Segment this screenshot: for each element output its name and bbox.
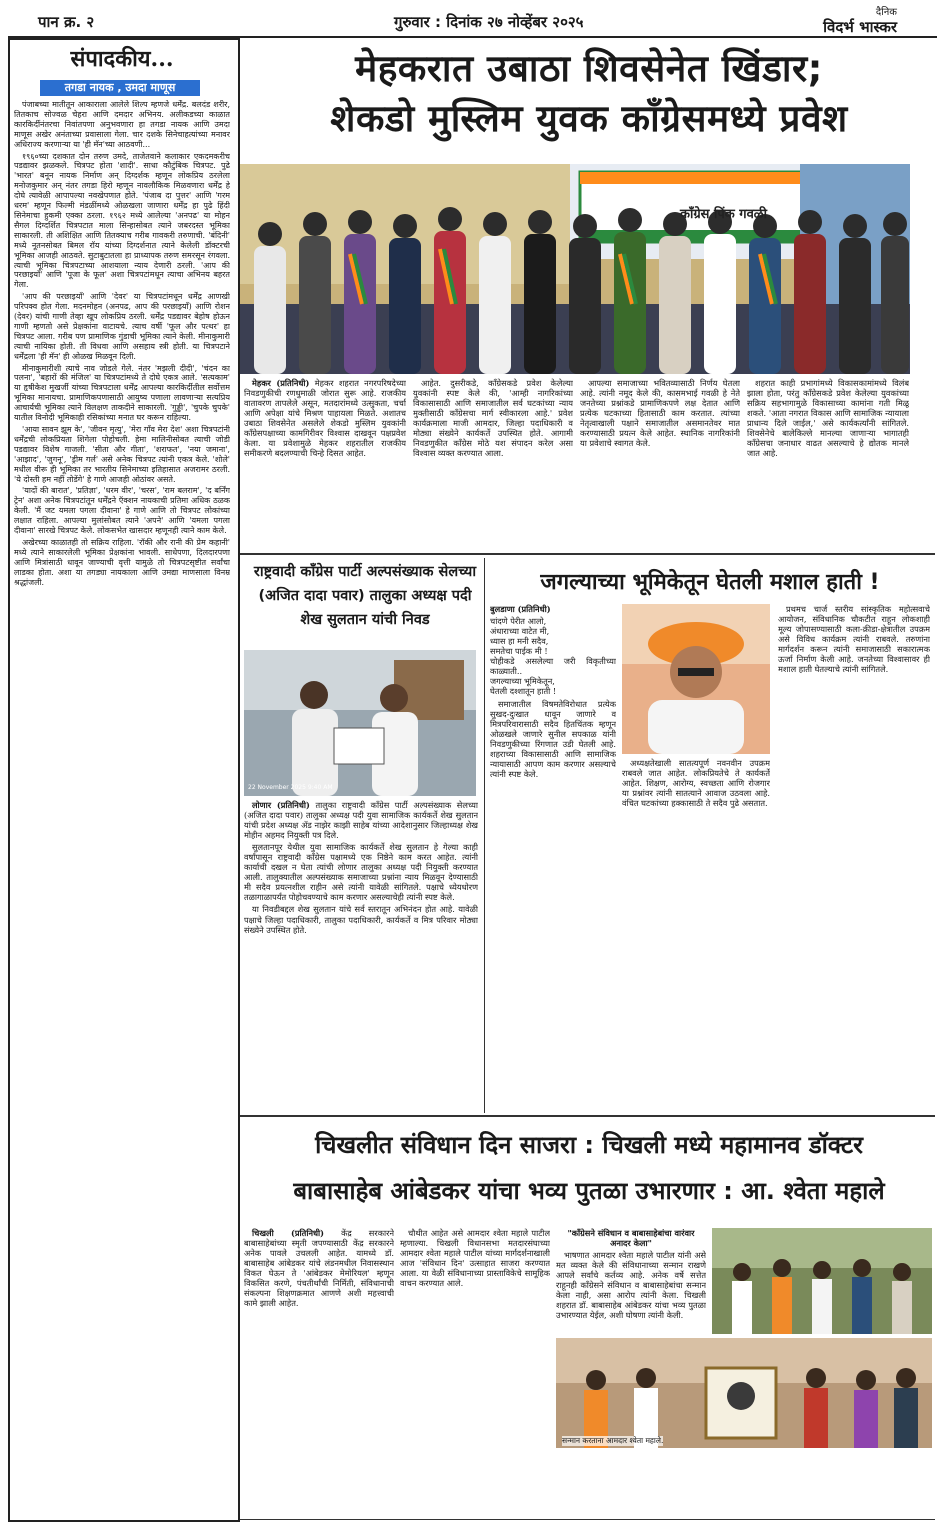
editorial-paragraph: 'आप की परछाइयाँ' आणि 'देवर' या चित्रपटांमधून धर्मेंद्र आणखी परिपक्व होत गेला. मदनमोहन (अनपढ, आप की परछाइयाँ) आणि रोशन (देवर) यांची गाणी तेव्हा खूप लोकप्रिय ठरली. धर्मेंद्र पडद्यावर बेहोष होऊन गाणी म्हणतो असे प्रेक्षकांना वाटायचे. त्याच वर्षी 'फूल और पत्थर' हा चित्रपट आला. गरीब पण प्रामाणिक गुंडाची भूमिका त्याने केली. मीनाकुमारी त्याची नायिका होती. ती विधवा आणि असहाय स्त्री होती. या चित्रपटाने धर्मेंद्रला 'ही मॅन' ही ओळख मिळवून दिली. [14, 292, 230, 361]
editorial-paragraph: पंजाबच्या मातीतून आकाराला आलेले शिल्प म्हणजे धर्मेंद्र. बलदंड शरीर, तितकाच सोज्वळ चेहरा आणि दमदार अभिनय. अलीकडच्या काळात कारकिर्दीनंतरचा निवांतपणा अनुभवणारा हा तगडा नायक आणि उमदा माणूस अखेर अनंताच्या प्रवासाला गेला. चार दशके सिनेचाहत्यांच्या मनावर अधिराज्य करणाऱ्या या 'ही मॅन'च्या आठवणी... [14, 100, 230, 149]
portrait-illustration [622, 604, 770, 754]
ncp-byline: लोणार (प्रतिनिधी) [252, 800, 310, 810]
chikhli-photo-2 [556, 1338, 932, 1448]
lead-byline: मेहकर (प्रतिनिधी) [252, 378, 310, 388]
ncp-paragraph: सुलतानपूर येथील युवा सामाजिक कार्यकर्ते शेख सुलतान हे गेल्या काही वर्षांपासून राष्ट्रवादी काँग्रेस पक्षामध्ये एक निष्ठेने काम करत आहेत. त्यांनी कार्याची दखल न घेता त्यांची लोणार तालुका अध्यक्ष पदी नियुक्ती करण्यात आली. तालुक्यातील अल्पसंख्याक समाजाच्या प्रश्नांना न्याय मिळवून देण्यासाठी मी सदैव प्रयत्नशील राहीन असे त्यांनी यावेळी सांगितले. पक्षाचे ध्येयधोरण तळागाळापर्यंत पोहोचवण्याचे काम करणार असल्याचेही त्यांनी स्पष्ट केले. [244, 842, 478, 903]
chikhli-paragraph [244, 1228, 394, 1308]
lead-photo [240, 164, 910, 374]
lead-paragraph: आहेत. दुसरीकडे, काँग्रेसकडे प्रवेश केलेल्या युवकांनी स्पष्ट केले की, 'आम्ही नागरिकांच्या विकासासाठी आणि समाजातील सर्व घटकांच्या न्याय मुक्तीसाठी काँग्रेसचा मार्ग स्वीकारला आहे.' प्रवेश कार्यक्रमाला माजी आमदार, जिल्हा पदाधिकारी व मोठ्या संख्येने कार्यकर्ते उपस्थित होते. आगामी निवडणुकीत काँग्रेस मोठे यश संपादन करेल असा विश्वास व्यक्त करण्यात आला. [413, 378, 573, 459]
chikhli-photo-1 [712, 1228, 932, 1334]
editorial-subtitle: तगडा नायक , उमदा माणूस [40, 80, 200, 96]
page-bottom-rule [240, 1519, 935, 1520]
editorial-paragraph: १९६०च्या दशकात दोन तरुण उमदे, ताजेतवाने कलाकार एकदमकरीच पडद्यावर झळकले. चित्रपट होता 'शादी'. साधा कौटुंबिक चित्रपट. पुढे 'भारत' बनून नायक निर्माण अन् दिग्दर्शक म्हणून लोकप्रिय ठरलेला मनोजकुमार अन् नंतर तगडा हिरो म्हणून नावलौकिक मिळवणारा धर्मेंद्र हे दोघे त्यावेळी आपापल्या नवखेपणात होते. 'पंजाब दा पुत्तर' आणि 'गरम धरम' म्हणून फिल्मी मंडळींमध्ये ओळखला जाणारा धर्मेंद्र हा पुढे हिंदी सिनेमाचा हुकमी एक्का ठरला. १९६२ मध्ये आलेल्या 'अनपढ' या मोहन सैगल दिग्दर्शित चित्रपटात माला सिन्हासोबत त्याने जबरदस्त भूमिका साकारली. ती अशिक्षित आणि तितक्याच गरीब गावकरी तरुणाची. 'बंदिनी' मध्ये नूतनसोबत बिमल रॉय यांच्या दिग्दर्शनात त्याने केलेली डॉक्टरची भूमिका आजही आठवते. सुटाबुटातला हा प्राध्यापक तरुण समरसून रंगवला. त्याची भूमिका चित्रपटाच्या आशयाला न्याय देणारी ठरली. 'आप की परछाइयाँ' आणि 'पूजा के फूल' अशा चित्रपटांमधून त्याचा अभिनय बहरत गेला. [14, 151, 230, 290]
lead-paragraph [244, 378, 406, 458]
ncp-headline: राष्ट्रवादी काँग्रेस पार्टी अल्पसंख्याक सेलच्या (अजित दादा पवार) तालुका अध्यक्ष पदी शेख सुलतान यांची निवड [253, 564, 477, 628]
chikhli-photo-caption: सन्मान करताना आमदार श्वेता महाले. [562, 1436, 664, 1445]
jagla-paragraph: अध्यक्षतेखाली सातत्यपूर्ण नवनवीन उपक्रम राबवले जात आहेत. लोकप्रियतेचे ते कार्यकर्ते आहेत. शिक्षण, आरोग्य, स्वच्छता आणि रोजगार या प्रश्नांवर त्यांनी सातत्याने आवाज उठवला आहे. वंचित घटकांच्या हक्कासाठी ते सदैव पुढे असतात. [622, 758, 770, 809]
felicitation-photo-illustration [556, 1338, 932, 1448]
lead-column-2 [413, 378, 573, 548]
chikhli-headline [244, 1122, 934, 1222]
jagla-column-3 [778, 604, 930, 1110]
lead-paragraph: आपल्या समाजाच्या भवितव्यासाठी निर्णय घेतला आहे. त्यांनी नमूद केले की, कासमभाई गवळी हे नेते जनतेच्या प्रश्नांकडे प्रामाणिकपणे लक्ष देतात आणि प्रत्येक घटकाच्या हितासाठी काम करतात. त्यांच्या नेतृत्वाखाली पक्षाने समाजातील असमानतेवर मात करण्यासाठी प्रयत्न केले आहेत. स्थानिक नागरिकांनी या प्रवेशाचे स्वागत केले. [580, 378, 740, 449]
jagla-headline: जगल्याच्या भूमिकेतून घेतली मशाल हाती ! [540, 570, 880, 595]
jagla-photo [622, 604, 770, 754]
chikhli-paragraph: चौथीत आहेत असे आमदार श्वेता महाले पाटील म्हणाल्या. चिखली विधानसभा मतदारसंघाच्या आमदार श्वेता महाले पाटील यांच्या मार्गदर्शनाखाली आज 'संविधान दिन' उत्साहात साजरा करण्यात आला. या वेळी संविधानाच्या प्रास्ताविकेचे सामूहिक वाचन करण्यात आले. [400, 1228, 550, 1289]
jagla-byline: बुलडाणा (प्रतिनिधी) [490, 604, 551, 614]
jagla-byline-para [490, 604, 616, 614]
lead-column-4 [747, 378, 909, 548]
chikhli-column-2 [400, 1228, 550, 1518]
chikhli-headline-line1: चिखलीत संविधान दिन साजरा : चिखली मध्ये महामानव डॉक्टर [315, 1131, 863, 1159]
masthead-title: विदर्भ भास्कर [823, 18, 897, 36]
lead-headline-line1: मेहकरात उबाठा शिवसेनेत खिंडार; [355, 47, 823, 90]
chikhli-quote: "काँग्रेसने संविधान व बाबासाहेबांचा वारंवार अनादर केला" [567, 1228, 695, 1249]
column-divider [484, 558, 485, 1113]
ncp-body [244, 800, 478, 1110]
issue-date: गुरुवार : दिनांक २७ नोव्हेंबर २०२५ [394, 13, 584, 31]
ncp-photo-caption: 22 November 2025 9:40 AM [248, 784, 333, 791]
poem-line: चोहीकडे असलेल्या जरी विकृतीच्या काळ्याती.. [490, 656, 616, 677]
poem-line: अंधाराच्या वाटेत मी, [490, 626, 550, 637]
editorial-title: संपादकीय... [70, 46, 174, 72]
masthead-prefix: दैनिक [875, 7, 897, 18]
chikhli-paragraph: भाषणात आमदार श्वेता महाले पाटील यांनी असे मत व्यक्त केले की संविधानाच्या सन्मान राखणे आपले सर्वांचे कर्तव्य आहे. अनेक वर्षे सत्तेत राहूनही काँग्रेसने संविधान व बाबासाहेबांचा सन्मान केला नाही, असा आरोप त्यांनी केला. चिखली शहरात डॉ. बाबासाहेब आंबेडकर यांचा भव्य पुतळा उभारण्यात येईल, अशी घोषणा त्यांनी केली. [556, 1250, 706, 1321]
chikhli-byline: चिखली (प्रतिनिधी) [252, 1228, 325, 1238]
poem-line: ध्यास हा मनी सदैव, [490, 636, 549, 647]
ncp-paragraph [244, 800, 478, 840]
chikhli-column-1 [244, 1228, 394, 1518]
ceremony-photo-illustration [712, 1228, 932, 1334]
poem-line: जगल्याच्या भूमिकेतून, [490, 676, 555, 687]
jagla-column-2 [622, 758, 770, 1110]
page-header [8, 6, 937, 38]
editorial-paragraph: अखेरच्या काळातही तो सक्रिय राहिला. 'रॉकी और रानी की प्रेम कहानी' मध्ये त्याने साकारलेली भूमिका प्रेक्षकांना भावली. साधेपणा, दिलदारपणा आणि मित्रांसाठी धावून जाण्याची वृत्ती यामुळे तो चित्रपटसृष्टीत सर्वांचा लाडका होता. अशा या तगड्या नायकाला आणि उमद्या माणसाला विनम्र श्रद्धांजली. [14, 537, 230, 587]
editorial-paragraph: 'आया सावन झूम के', 'जीवन मृत्यु', 'मेरा गाँव मेरा देश' अशा चित्रपटांनी धर्मेंद्रची लोकप्रियता शिगेला पोहोचली. हेमा मालिनीसोबत त्याची जोडी पडद्यावर विशेष गाजली. 'सीता और गीता', 'शराफत', 'नया जमाना', 'आझाद', 'जुगनू', 'ड्रीम गर्ल' असे अनेक चित्रपट त्यांनी एकत्र केले. 'शोले' मधील वीरू ही भूमिका तर भारतीय सिनेमाच्या इतिहासात अजरामर ठरली. 'ये दोस्ती हम नहीं तोडेंगे' हे गाणे आजही ओठांवर असते. [14, 425, 230, 484]
group-photo-illustration [240, 164, 910, 374]
ncp-photo-illustration [244, 650, 476, 796]
poem-line: समतेचा पाईक मी ! [490, 646, 548, 657]
masthead [823, 8, 897, 36]
chikhli-text: केंद्र सरकारने बाबासाहेबांच्या स्मृती जपण्यासाठी केंद्र सरकारने अनेक पावले उचलली आहेत. यामध्ये डॉ. बाबासाहेब आंबेडकर यांचे लंडनमधील निवासस्थान विकत घेऊन ते 'आंबेडकर मेमोरियल' म्हणून विकसित करणे, पंचतीर्थांची निर्मिती, संविधानाची संकल्पना शिक्षणक्रमात आणणे अशी महत्त्वाची कामे झाली आहेत. [244, 1228, 394, 1309]
jagla-paragraph: समाजातील विषमतेविरोधात प्रत्येक सुखद-दुःखात धावून जाणारे व मित्रपरिवारासाठी सदैव हितचिंतक म्हणून ओळखले जाणारे सुनील सपकाळ यांनी निवडणुकीच्या रिंगणात उडी घेतली आहे. शहराच्या विकासासाठी आणि सामाजिक न्यायासाठी आपण काम करणार असल्याचे त्यांनी स्पष्ट केले. [490, 699, 616, 780]
photo-banner-text: काँग्रेस पिंक गवळी [680, 207, 768, 222]
editorial-paragraph: 'यादों की बारात', 'प्रतिज्ञा', 'धरम वीर', 'चरस', 'राम बलराम', 'द बर्निंग ट्रेन' अशा अनेक चित्रपटांतून धर्मेंद्रने ऍक्शन नायकाची प्रतिमा अधिक ठळक केली. 'मैं जट यमला पगला दीवाना' हे गाणे आणि तो चित्रपट लोकांच्या लक्षात राहिला. आपल्या मुलांसोबत त्याने 'अपने' आणि 'यमला पगला दीवाना' सारखे चित्रपट केले. लोकसभेत खासदार म्हणूनही त्याने काम केले. [14, 486, 230, 536]
lead-headline [244, 44, 934, 144]
ncp-photo [244, 650, 476, 796]
lead-text: मेहकर शहरात नगरपरिषदेच्या निवडणुकीची रणधुमाळी जोरात सुरू आहे. राजकीय वातावरण तापलेले असून, मतदारांमध्ये उत्सुकता, चर्चा आणि अपेक्षा यांचे मिश्रण पाहायला मिळते. अशातच उबाठा शिवसेनेत असलेले शेकडो मुस्लिम युवकांनी काँग्रेसपक्षाच्या कामगिरीवर विश्वास दाखवून पक्षप्रवेश केला. या प्रवेशामुळे मेहकर शहरातील राजकीय समीकरणे बदलण्याची चिन्हे दिसत आहेत. [244, 378, 406, 459]
lead-column-3 [580, 378, 740, 548]
ncp-paragraph: या निवडीबद्दल शेख सुलतान यांचे सर्व स्तरातून अभिनंदन होत आहे. यावेळी पक्षाचे जिल्हा पदाधिकारी, तालुका पदाधिकारी, कार्यकर्ते व मित्र परिवार मोठ्या संख्येने उपस्थित होते. [244, 904, 478, 935]
lead-paragraph: शहरात काही प्रभागांमध्ये विकासकामांमध्ये विलंब झाला होता, परंतु काँग्रेसकडे प्रवेश केलेल्या युवकांच्या सक्रिय सहभागामुळे विकासाच्या कामांना गती मिळू शकते. 'आता नगरात विकास आणि सामाजिक न्यायाला प्राधान्य दिले जाईल,' असे कार्यकर्त्यांनी सांगितले. शिवसेनेचे बालेकिल्ले मानल्या जाणाऱ्या भागातही काँग्रेसचा जनाधार वाढत असल्याचे हे द्योतक मानले जात आहे. [747, 378, 909, 459]
lead-headline-line2: शेकडो मुस्लिम युवक काँग्रेसमध्ये प्रवेश [330, 97, 848, 140]
jagla-poem [490, 616, 616, 696]
editorial-body [14, 100, 230, 1512]
jagla-paragraph: प्रथमच चार्ज स्तरीय सांस्कृतिक महोत्सवाचे आयोजन, संविधानिक चौकटीत राहून लोकशाही मूल्य जोपासण्यासाठी कला-क्रीडा-क्षेत्रातील उपक्रम असे विविध कार्यक्रम त्यांनी राबवले. तरुणांना मार्गदर्शन करून त्यांनी समाजासाठी सकारात्मक ऊर्जा निर्माण केली आहे. जनतेच्या विश्वासावर ही मशाल हाती घेतल्याचे त्यांनी सांगितले. [778, 604, 930, 675]
divider [240, 553, 935, 555]
editorial-paragraph: मीनाकुमारीशी त्याचे नाव जोडले गेले. नंतर 'मझली दीदी', 'चंदन का पलना', 'बहारों की मंजिल' या चित्रपटांमध्ये ते दोघे एकत्र आले. 'सत्यकाम' या हृषीकेश मुखर्जी यांच्या चित्रपटाला धर्मेंद्र आपल्या कारकिर्दीतील सर्वोत्तम भूमिका मानायचा. प्रामाणिकपणासाठी आयुष्य पणाला लावणाऱ्या सत्यप्रिय आचार्यची भूमिका त्याने विलक्षण ताकदीने साकारली. 'गुड्डी', 'चुपके चुपके' यातील विनोदी भूमिकाही रसिकांच्या मनात घर करून राहिल्या. [14, 363, 230, 423]
poem-line: चांदणे पेरीत आलो, [490, 616, 547, 627]
chikhli-headline-line2: बाबासाहेब आंबेडकर यांचा भव्य पुतळा उभारणार : आ. श्वेता महाले [293, 1177, 885, 1205]
divider [240, 1115, 935, 1117]
ncp-text: तालुका राष्ट्रवादी काँग्रेस पार्टी अल्पसंख्याक सेलच्या (अजित दादा पवार) तालुका अध्यक्ष पदी युवा सामाजिक कार्यकर्ते शेख सुलतान यांची प्रदेश अध्यक्ष ॲड नाझेर काझी साहेब यांच्या आदेशानुसार जिल्हाध्यक्ष शेख मोहीन अहमद नियुक्ती पत्र दिले. [244, 800, 478, 841]
jagla-column-1 [490, 604, 616, 1110]
page-number: पान क्र. २ [38, 13, 95, 31]
lead-column-1 [244, 378, 406, 548]
poem-line: घेतली दश्शातून हाती ! [490, 686, 557, 697]
